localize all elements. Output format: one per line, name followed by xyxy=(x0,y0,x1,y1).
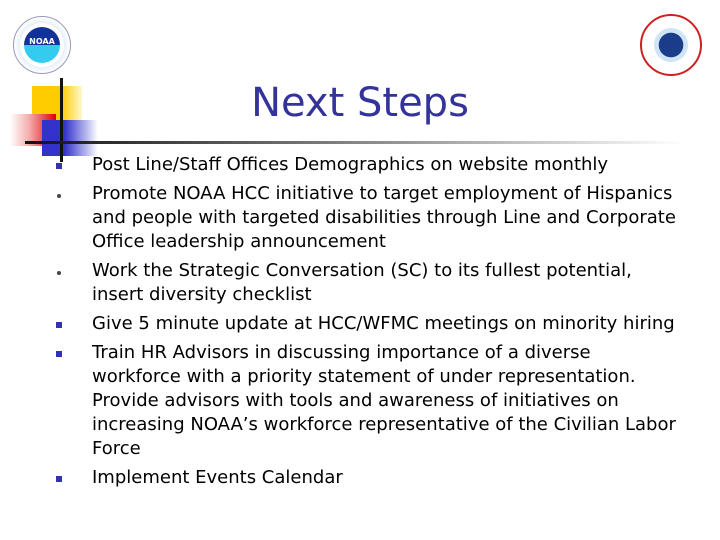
list-item-text: Work the Strategic Conversation (SC) to its fullest potential, insert diversity checklist xyxy=(92,260,632,305)
list-item-text: Implement Events Calendar xyxy=(92,467,343,488)
bullet-list xyxy=(56,153,676,495)
list-item-text: Give 5 minute update at HCC/WFMC meetings on minority hiring xyxy=(92,313,675,334)
list-item xyxy=(56,466,676,490)
list-item xyxy=(56,259,676,307)
list-item-text: Promote NOAA HCC initiative to target employment of Hispanics and people with targeted disabilities through Line and Corporate Office leadership announcement xyxy=(92,183,676,252)
list-item-text: Train HR Advisors in discussing importance of a diverse workforce with a priority statement of under representation. Provide advisors with tools and awareness of initiatives on increasing NOAA’s workforce representative of the Civilian Labor Force xyxy=(92,342,676,459)
slide-title: Next Steps xyxy=(251,80,469,126)
square-bullet-icon xyxy=(56,322,62,328)
list-item xyxy=(56,312,676,336)
square-bullet-icon xyxy=(56,163,62,169)
noaa-logo-text: NOAA xyxy=(29,37,55,46)
square-bullet-icon xyxy=(56,351,62,357)
list-item xyxy=(56,153,676,177)
square-bullet-icon xyxy=(56,476,62,482)
dot-bullet-icon xyxy=(57,271,61,275)
list-item xyxy=(56,182,676,254)
list-item xyxy=(56,341,676,461)
title-underline xyxy=(25,141,685,144)
dot-bullet-icon xyxy=(57,194,61,198)
noaa-logo xyxy=(13,16,71,74)
list-item-text: Post Line/Staff Offices Demographics on website monthly xyxy=(92,154,609,175)
nws-logo xyxy=(640,14,702,76)
